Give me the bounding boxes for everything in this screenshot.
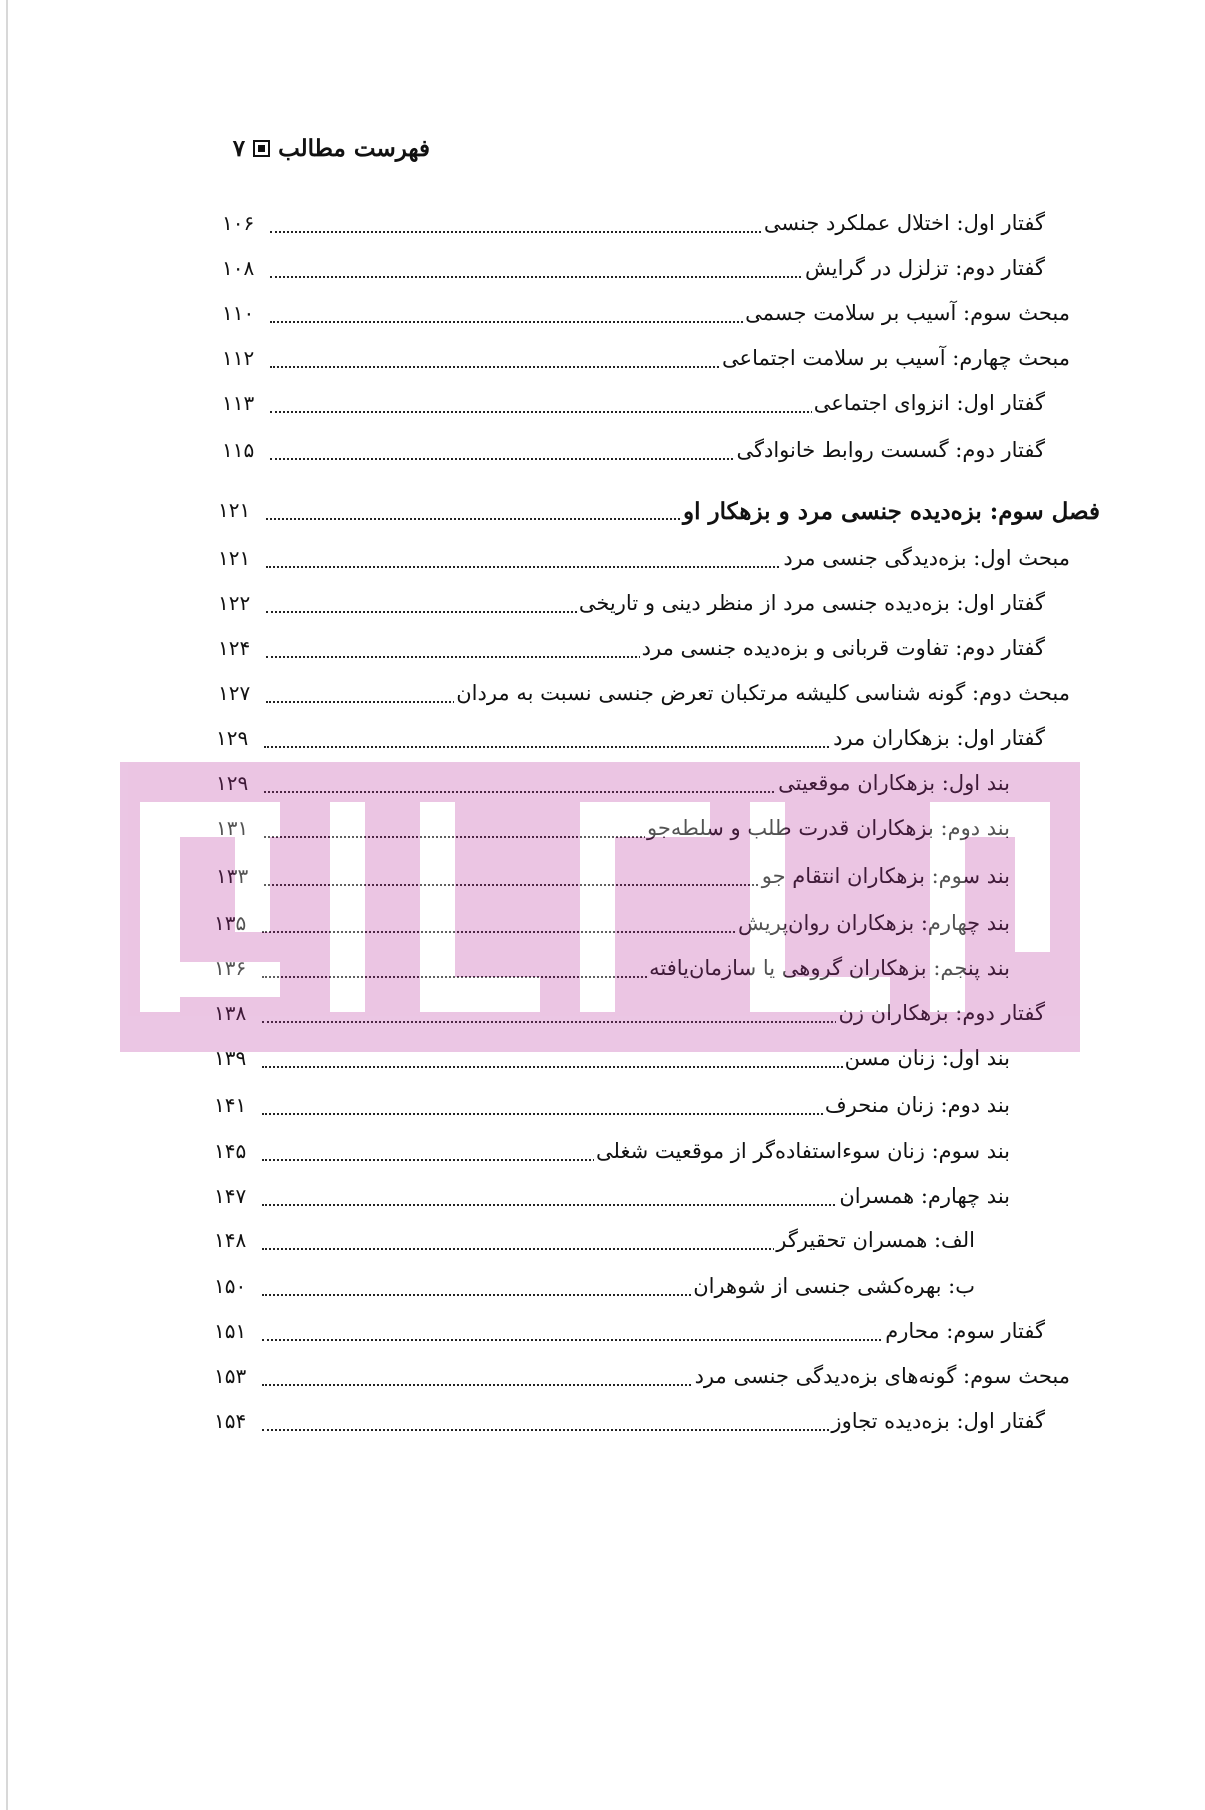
toc-page-number: ۱۵۳ (214, 1364, 247, 1388)
toc-entry-title: مبحث اول: بزه‌دیدگی جنسی مرد (783, 546, 1070, 570)
toc-row (214, 1222, 975, 1262)
toc-entry-title: گفتار دوم: تفاوت قربانی و بزه‌دیده جنسی مرد (641, 636, 1045, 660)
toc-entry-title: بند چهارم: بزهکاران روان‌پریش (738, 911, 1010, 935)
toc-row (216, 858, 1010, 898)
toc-row (222, 385, 1045, 425)
toc-row (216, 720, 1045, 760)
toc-row (218, 585, 1045, 625)
toc-entry-title: گفتار سوم: محارم (885, 1319, 1045, 1343)
toc-entry-title: مبحث سوم: آسیب بر سلامت جسمی (745, 301, 1070, 325)
toc-row (214, 1268, 975, 1308)
header-title: فهرست مطالب (278, 135, 430, 162)
toc-entry-title: بند پنجم: بزهکاران گروهی یا سازمان‌یافته (649, 956, 1010, 980)
toc-page-number: ۱۲۹ (216, 726, 249, 750)
toc-page-number: ۱۵۰ (214, 1274, 247, 1298)
toc-entry-title: فصل سوم: بزه‌دیده جنسی مرد و بزهکار او (683, 498, 1100, 525)
toc-page-number: ۱۳۶ (214, 956, 247, 980)
toc-entry-title: الف: همسران تحقیرگر (776, 1228, 975, 1252)
toc-row (214, 1358, 1070, 1398)
toc-entry-title: گفتار اول: بزه‌دیده تجاوز (831, 1409, 1045, 1433)
toc-row (216, 765, 1010, 805)
toc-entry-title: گفتار دوم: تزلزل در گرایش (805, 256, 1045, 280)
toc-page-number: ۱۳۵ (214, 911, 247, 935)
toc-row (214, 1133, 1010, 1173)
toc-row (214, 1178, 1010, 1218)
toc-page-number: ۱۵۴ (214, 1409, 247, 1433)
toc-entry-title: گفتار دوم: گسست روابط خانوادگی (736, 438, 1045, 462)
toc-entry-title: بند اول: بزهکاران موقعیتی (778, 771, 1010, 795)
toc-page-number: ۱۲۹ (216, 771, 249, 795)
toc-row (222, 250, 1045, 290)
toc-page-number: ۱۲۴ (218, 636, 251, 660)
toc-entry-title: بند سوم: بزهکاران انتقام جو (761, 864, 1010, 888)
toc-page-number: ۱۲۷ (218, 681, 251, 705)
toc-page-number: ۱۴۵ (214, 1139, 247, 1163)
toc-row (218, 540, 1070, 580)
toc-page-number: ۱۲۲ (218, 591, 251, 615)
toc-row (214, 905, 1010, 945)
toc-page-number: ۱۳۸ (214, 1001, 247, 1025)
toc-page-number: ۱۰۶ (222, 211, 255, 235)
toc-row (216, 810, 1010, 850)
toc-row (214, 995, 1045, 1035)
toc-entry-title: مبحث سوم: گونه‌های بزه‌دیدگی جنسی مرد (694, 1364, 1070, 1388)
toc-row (222, 205, 1045, 245)
toc-row (218, 630, 1045, 670)
toc-page-number: ۱۴۸ (214, 1228, 247, 1252)
toc-row (218, 675, 1070, 715)
header-page-number: ۷ (232, 135, 246, 162)
toc-entry-title: بند سوم: زنان سوءاستفاده‌گر از موقعیت شغلی (595, 1139, 1010, 1163)
toc-entry-title: گفتار اول: بزه‌دیده جنسی مرد از منظر دینی و تاریخی (578, 591, 1045, 615)
toc-row (214, 950, 1010, 990)
toc-row (214, 1403, 1045, 1443)
toc-page-number: ۱۱۲ (222, 346, 255, 370)
toc-row (222, 340, 1070, 380)
toc-chapter-row (218, 492, 1100, 532)
toc-entry-title: مبحث چهارم: آسیب بر سلامت اجتماعی (722, 346, 1070, 370)
toc-page-number: ۱۵۱ (214, 1319, 247, 1343)
toc-page-number: ۱۴۷ (214, 1184, 247, 1208)
toc-row (214, 1313, 1045, 1353)
toc-page-number: ۱۰۸ (222, 256, 255, 280)
toc-page-number: ۱۲۱ (218, 546, 251, 570)
toc-page-number: ۱۱۳ (222, 391, 255, 415)
toc-entry-title: بند دوم: بزهکاران قدرت طلب و سلطه‌جو (647, 816, 1010, 840)
toc-row (222, 295, 1070, 335)
toc-page-number: ۱۴۱ (214, 1093, 247, 1117)
toc-page-number: ۱۳۳ (216, 864, 249, 888)
toc-entry-title: گفتار اول: بزهکاران مرد (833, 726, 1045, 750)
toc-page-number: ۱۱۰ (222, 301, 255, 325)
toc-entry-title: بند چهارم: همسران (839, 1184, 1010, 1208)
toc-page-number: ۱۱۵ (222, 438, 255, 462)
toc-entry-title: بند دوم: زنان منحرف (824, 1093, 1010, 1117)
toc-row (214, 1087, 1010, 1127)
toc-row (222, 432, 1045, 472)
toc-entry-title: ب: بهره‌کشی جنسی از شوهران (693, 1274, 975, 1298)
toc-entry-title: بند اول: زنان مسن (844, 1046, 1010, 1070)
toc-entry-title: گفتار اول: انزوای اجتماعی (813, 391, 1045, 415)
toc-entry-title: گفتار اول: اختلال عملکرد جنسی (763, 211, 1045, 235)
toc-row (214, 1040, 1010, 1080)
toc-page-number: ۱۳۹ (214, 1046, 247, 1070)
toc-entry-title: گفتار دوم: بزهکاران زن (838, 1001, 1045, 1025)
toc-page-number: ۱۳۱ (216, 816, 249, 840)
toc-entry-title: مبحث دوم: گونه شناسی کلیشه مرتکبان تعرض جنسی نسبت به مردان (456, 681, 1070, 705)
toc-page-number: ۱۲۱ (218, 498, 251, 522)
